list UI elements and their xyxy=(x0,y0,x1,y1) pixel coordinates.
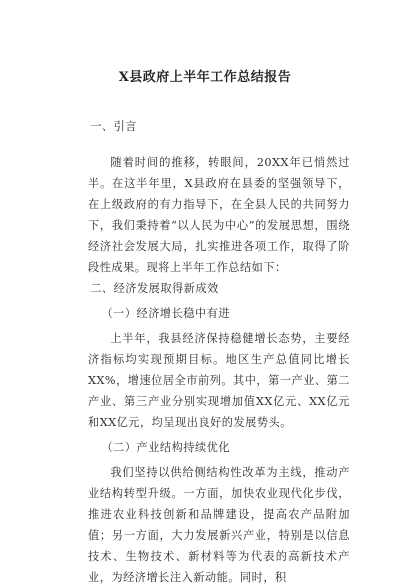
document-body xyxy=(88,116,350,588)
paragraph-structure: 我们坚持以供给侧结构性改革为主线，推动产业结构转型升级。一方面，加快农业现代化步伐，推进农业科技创新和品牌建设，提高农产品附加值；另一方面，大力发展新兴产业，特别是以信息技术、生物技术、新材料等为代表的高新技术产业，为经济增长注入新动能。同时，积 xyxy=(88,466,350,584)
section-heading-introduction: 一、引言 xyxy=(90,120,137,133)
paragraph-growth: 上半年，我县经济保持稳健增长态势，主要经济指标均实现预期目标。地区生产总值同比增长XX%，增速位居全市前列。其中，第一产业、第二产业、第三产业分别实现增加值XX亿元、XX亿元和XX亿元，均呈现出良好的发展势头。 xyxy=(88,332,350,429)
document-title: X县政府上半年工作总结报告 xyxy=(118,70,292,85)
subheading-structure: （二）产业结构持续优化 xyxy=(101,441,231,454)
paragraph-introduction: 随着时间的推移，转眼间，20XX年已悄然过半。在这半年里，X县政府在县委的坚强领导下，在上级政府的有力指导下，在全县人民的共同努力下，我们秉持着“以人民为中心”的发展思想，围绕经济社会发展大局，扎实推进各项工作，取得了阶段性成果。现将上半年工作总结如下： xyxy=(88,156,350,274)
section-heading-economy: 二、经济发展取得新成效 xyxy=(90,282,219,295)
subheading-growth: （一）经济增长稳中有进 xyxy=(101,307,231,320)
